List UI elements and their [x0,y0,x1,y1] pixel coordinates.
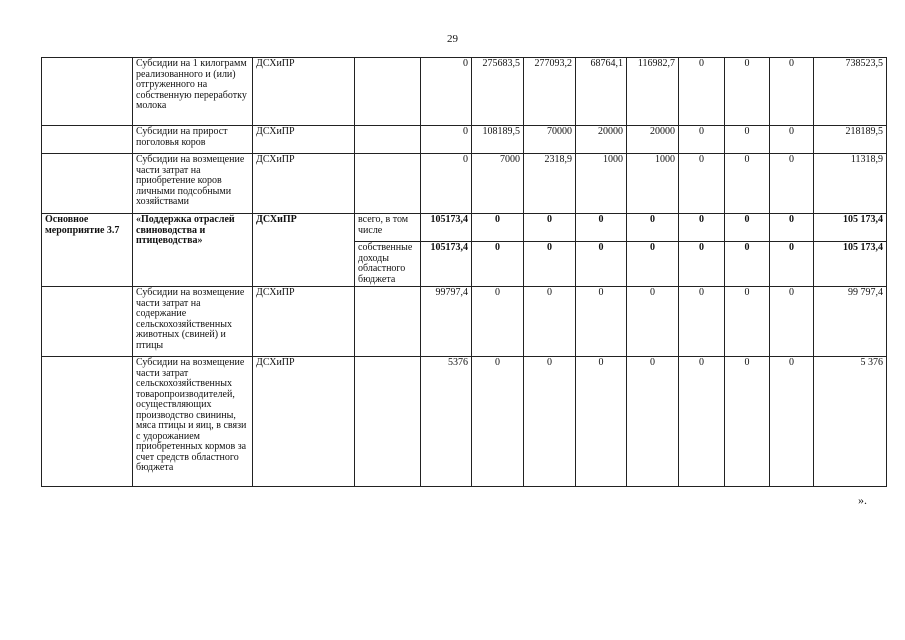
measure-name: Субсидии на возмещение части затрат на содержание сельскохозяйственных животных (свиней) и птицы [133,287,253,357]
total-cell: 105 173,4 [814,214,887,242]
value-cell: 0 [627,357,679,487]
total-cell: 5 376 [814,357,887,487]
measure-name: Субсидии на возмещение части затрат сельскохозяйственных товаропроизводителей, осуществляющих производство свинины, мяса птицы и яиц, в связи с удорожанием приобретенных кормов за счет средств областного бюджета [133,357,253,487]
value-cell: 0 [576,287,627,357]
value-cell: 0 [421,126,472,154]
activity-cell: Основное мероприятие 3.7 [42,214,133,287]
value-cell: 0 [472,242,524,287]
value-cell: 108189,5 [472,126,524,154]
value-cell: 0 [770,287,814,357]
total-cell: 11318,9 [814,154,887,214]
value-cell: 0 [472,214,524,242]
source-cell: всего, в том числе [355,214,421,242]
measure-name: «Поддержка отраслей свиноводства и птицеводства» [133,214,253,287]
source-cell [355,58,421,126]
value-cell: 0 [627,214,679,242]
value-cell: 105173,4 [421,242,472,287]
measure-name: Субсидии на 1 килограмм реализованного и (или) отгруженного на собственную переработку молока [133,58,253,126]
value-cell: 0 [679,154,725,214]
total-cell: 99 797,4 [814,287,887,357]
value-cell: 1000 [576,154,627,214]
value-cell: 0 [421,154,472,214]
value-cell: 0 [770,214,814,242]
total-cell: 105 173,4 [814,242,887,287]
value-cell: 0 [725,287,770,357]
value-cell: 0 [472,287,524,357]
value-cell: 105173,4 [421,214,472,242]
value-cell: 0 [576,242,627,287]
value-cell: 0 [524,214,576,242]
closing-quote-mark: ». [858,493,867,507]
value-cell: 1000 [627,154,679,214]
value-cell: 0 [524,287,576,357]
value-cell: 20000 [576,126,627,154]
value-cell: 99797,4 [421,287,472,357]
measure-name: Субсидии на прирост поголовья коров [133,126,253,154]
value-cell: 0 [524,357,576,487]
executor-cell: ДСХиПР [253,287,355,357]
value-cell: 0 [770,242,814,287]
table-row [42,154,887,214]
executor-cell: ДСХиПР [253,214,355,287]
budget-table [41,57,887,487]
value-cell: 116982,7 [627,58,679,126]
value-cell: 0 [725,242,770,287]
executor-cell: ДСХиПР [253,154,355,214]
value-cell: 275683,5 [472,58,524,126]
value-cell: 0 [421,58,472,126]
value-cell: 0 [725,58,770,126]
activity-cell [42,154,133,214]
value-cell: 7000 [472,154,524,214]
value-cell: 20000 [627,126,679,154]
value-cell: 0 [679,287,725,357]
table-row [42,214,887,242]
value-cell: 0 [627,242,679,287]
table-row [42,357,887,487]
value-cell: 70000 [524,126,576,154]
value-cell: 0 [472,357,524,487]
value-cell: 0 [770,357,814,487]
total-cell: 738523,5 [814,58,887,126]
source-cell [355,154,421,214]
value-cell: 0 [770,126,814,154]
value-cell: 2318,9 [524,154,576,214]
value-cell: 0 [679,214,725,242]
table-row [42,126,887,154]
total-cell: 218189,5 [814,126,887,154]
value-cell: 0 [524,242,576,287]
table-row [42,58,887,126]
value-cell: 0 [679,126,725,154]
value-cell: 0 [679,242,725,287]
activity-cell [42,126,133,154]
executor-cell: ДСХиПР [253,357,355,487]
executor-cell: ДСХиПР [253,58,355,126]
measure-name: Субсидии на возмещение части затрат на приобретение коров личными подсобными хозяйствами [133,154,253,214]
source-cell [355,287,421,357]
executor-cell: ДСХиПР [253,126,355,154]
source-cell [355,126,421,154]
value-cell: 0 [725,126,770,154]
value-cell: 277093,2 [524,58,576,126]
page-number: 29 [447,33,458,45]
value-cell: 0 [770,154,814,214]
value-cell: 0 [770,58,814,126]
value-cell: 68764,1 [576,58,627,126]
table-row [42,287,887,357]
value-cell: 0 [725,357,770,487]
value-cell: 0 [627,287,679,357]
source-cell [355,357,421,487]
value-cell: 0 [576,357,627,487]
activity-cell [42,58,133,126]
activity-cell [42,287,133,357]
value-cell: 0 [576,214,627,242]
value-cell: 5376 [421,357,472,487]
value-cell: 0 [679,357,725,487]
value-cell: 0 [725,214,770,242]
value-cell: 0 [725,154,770,214]
source-cell: собственные доходы областного бюджета [355,242,421,287]
activity-cell [42,357,133,487]
value-cell: 0 [679,58,725,126]
